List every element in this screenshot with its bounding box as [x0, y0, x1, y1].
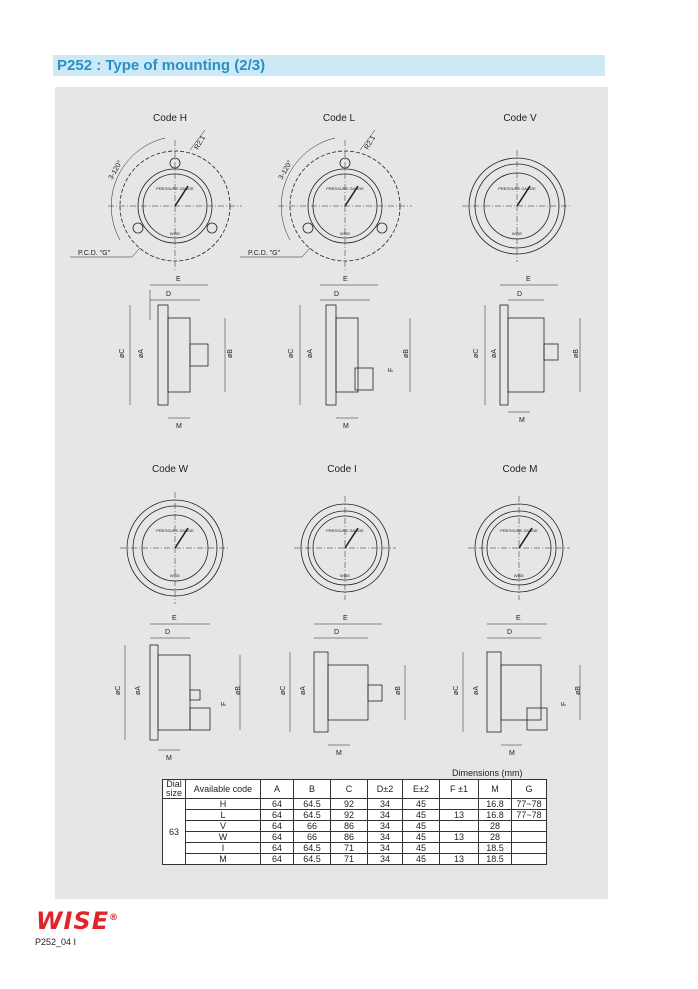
table-cell: 34 [368, 821, 403, 832]
gauge-front-code-m [468, 496, 570, 600]
table-cell: 34 [368, 843, 403, 854]
table-cell [512, 821, 547, 832]
gauge-brand-l: WISE [339, 231, 351, 236]
table-cell: 16.8 [479, 810, 512, 821]
caption-code-w: Code W [151, 464, 189, 475]
header-dial-size: Dial size [163, 780, 186, 799]
angle-label-h: 3-120° [107, 159, 125, 181]
table-cell: 45 [403, 799, 440, 810]
dim-e-m: E [516, 615, 521, 622]
dim-e-w: E [172, 615, 177, 622]
logo-text: WISE [36, 907, 110, 935]
table-cell: 45 [403, 832, 440, 843]
header-m: M [479, 780, 512, 799]
dim-c-m: øC [453, 685, 460, 695]
dim-m-m: M [509, 750, 515, 757]
table-cell: 18.5 [479, 843, 512, 854]
dim-d-v: D [517, 291, 523, 298]
dim-b-h: øB [227, 349, 234, 358]
dim-d-w: D [165, 629, 171, 636]
table-cell: 64 [261, 843, 294, 854]
page-code: P252_04 I [35, 937, 77, 947]
dim-a-w: øA [135, 686, 142, 695]
table-cell: 66 [294, 821, 331, 832]
dim-e-h: E [176, 276, 181, 283]
table-cell: I [186, 843, 261, 854]
table-cell: 64.5 [294, 843, 331, 854]
dim-b-v: øB [573, 349, 580, 358]
table-cell: 34 [368, 854, 403, 865]
dim-a-v: øA [491, 349, 498, 358]
dim-b-w: øB [235, 686, 242, 695]
table-cell: 45 [403, 810, 440, 821]
header-b: B [294, 780, 331, 799]
header-c: C [331, 780, 368, 799]
table-cell: M [186, 854, 261, 865]
table-cell [512, 832, 547, 843]
table-cell: L [186, 810, 261, 821]
table-cell: 64 [261, 854, 294, 865]
table-cell: 92 [331, 799, 368, 810]
table-cell: 45 [403, 854, 440, 865]
radius-label-h: R2.1 [193, 134, 208, 151]
table-row [163, 832, 547, 843]
dim-d-i: D [334, 629, 340, 636]
table-cell [512, 854, 547, 865]
table-cell: 34 [368, 799, 403, 810]
gauge-face-text-h: PRESSURE GAUGE [156, 186, 194, 191]
table-cell: 28 [479, 832, 512, 843]
dim-c-h: øC [119, 348, 126, 358]
dim-m-h: M [176, 423, 182, 430]
dim-b-m: øB [575, 686, 582, 695]
table-header-row [163, 780, 547, 799]
dim-d-h: D [166, 291, 172, 298]
side-view-code-w [125, 624, 240, 750]
gauge-brand-v: WISE [511, 231, 523, 236]
gauge-face-text-w: PRESSURE GAUGE [156, 528, 194, 533]
dim-c-v: øC [473, 348, 480, 358]
table-row [163, 810, 547, 821]
gauge-brand-w: WISE [169, 573, 181, 578]
table-cell: 34 [368, 810, 403, 821]
dim-f-w: F [221, 701, 228, 706]
dim-e-i: E [343, 615, 348, 622]
table-cell: 13 [440, 810, 479, 821]
dim-b-i: øB [395, 686, 402, 695]
dim-a-m: øA [473, 686, 480, 695]
gauge-face-text-i: PRESSURE GAUGE [326, 528, 364, 533]
table-row [163, 799, 547, 810]
gauge-front-code-i [294, 496, 396, 600]
table-cell: 13 [440, 854, 479, 865]
table-cell [440, 799, 479, 810]
side-view-code-m [463, 624, 580, 745]
table-cell: 64 [261, 832, 294, 843]
caption-code-h: Code H [153, 113, 187, 124]
table-cell: 64 [261, 799, 294, 810]
table-row [163, 821, 547, 832]
table-cell: 92 [331, 810, 368, 821]
dim-d-m: D [507, 629, 513, 636]
table-cell: 28 [479, 821, 512, 832]
table-cell: 66 [294, 832, 331, 843]
table-row [163, 843, 547, 854]
pcd-label-h: P.C.D. "G" [78, 250, 111, 257]
dim-b-l: øB [403, 349, 410, 358]
header-f: F ±1 [440, 780, 479, 799]
table-row [163, 854, 547, 865]
caption-code-l: Code L [322, 113, 356, 124]
table-cell: 64.5 [294, 854, 331, 865]
angle-label-l: 3-120° [277, 159, 295, 181]
table-cell [512, 843, 547, 854]
dim-m-v: M [519, 417, 525, 424]
registered-mark: ® [109, 913, 120, 923]
page-title: P252 : Type of mounting (2/3) [57, 57, 266, 74]
gauge-brand-i: WISE [339, 573, 351, 578]
table-cell: 86 [331, 821, 368, 832]
table-cell: 45 [403, 821, 440, 832]
header-a: A [261, 780, 294, 799]
header-g: G [512, 780, 547, 799]
table-cell: 64 [261, 810, 294, 821]
table-cell: 34 [368, 832, 403, 843]
dim-a-l: øA [307, 349, 314, 358]
dim-c-w: øC [115, 685, 122, 695]
side-view-code-i [290, 624, 405, 745]
table-cell: 64.5 [294, 799, 331, 810]
dim-f-l: F [388, 367, 395, 372]
dim-a-h: øA [138, 349, 145, 358]
caption-code-v: Code V [503, 113, 537, 124]
dim-e-v: E [526, 276, 531, 283]
gauge-face-text-l: PRESSURE GAUGE [326, 186, 364, 191]
table-cell: 64.5 [294, 810, 331, 821]
dim-e-l: E [343, 276, 348, 283]
side-view-code-v [485, 285, 580, 412]
table-cell: 77~78 [512, 810, 547, 821]
header-available-code: Available code [186, 780, 261, 799]
dim-c-l: øC [288, 348, 295, 358]
dial-size-value: 63 [163, 799, 186, 865]
table-cell: 71 [331, 854, 368, 865]
table-cell: 16.8 [479, 799, 512, 810]
table-cell: 18.5 [479, 854, 512, 865]
table-cell: 71 [331, 843, 368, 854]
gauge-brand-h: WISE [169, 231, 181, 236]
dimensions-table [162, 779, 547, 865]
radius-label-l: R2.1 [363, 134, 378, 151]
dim-d-l: D [334, 291, 340, 298]
caption-code-i: Code I [327, 464, 357, 475]
gauge-face-text-m: PRESSURE GAUGE [500, 528, 538, 533]
header-e: E±2 [403, 780, 440, 799]
side-view-code-l [300, 285, 410, 418]
dim-m-l: M [343, 423, 349, 430]
table-cell: 64 [261, 821, 294, 832]
dim-a-i: øA [300, 686, 307, 695]
caption-code-m: Code M [502, 464, 538, 475]
table-cell: 86 [331, 832, 368, 843]
gauge-brand-m: WISE [513, 573, 525, 578]
gauge-front-code-w [120, 492, 230, 604]
wise-logo [36, 907, 119, 935]
table-cell: V [186, 821, 261, 832]
table-cell: 13 [440, 832, 479, 843]
dim-c-i: øC [280, 685, 287, 695]
dim-m-i: M [336, 750, 342, 757]
table-cell [440, 821, 479, 832]
table-cell: W [186, 832, 261, 843]
table-cell: 45 [403, 843, 440, 854]
gauge-front-code-v [462, 150, 572, 262]
dim-m-w: M [166, 755, 172, 762]
gauge-face-text-v: PRESSURE GAUGE [498, 186, 536, 191]
table-cell: 77~78 [512, 799, 547, 810]
table-cell [440, 843, 479, 854]
pcd-label-l: P.C.D. "G" [248, 250, 281, 257]
dimensions-unit-label: Dimensions (mm) [452, 768, 523, 778]
table-cell: H [186, 799, 261, 810]
dim-f-m: F [561, 701, 568, 706]
header-d: D±2 [368, 780, 403, 799]
